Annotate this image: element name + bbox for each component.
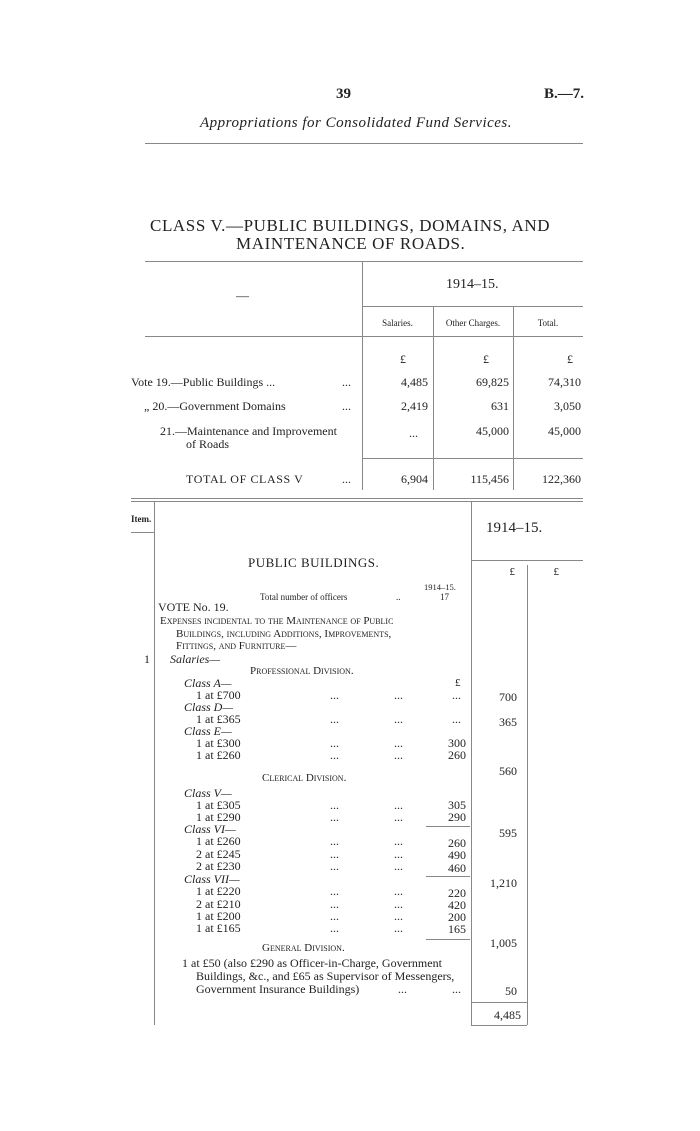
amount: 220 [448, 886, 466, 900]
currency-other: £ [483, 352, 489, 366]
header-rule [145, 143, 583, 144]
general-line-cont: Buildings, &c., and £65 as Supervisor of Messengers, [196, 969, 455, 983]
class-label: Class V— [184, 786, 232, 800]
summary-row-other: 69,825 [476, 375, 509, 389]
summary-row-total: 45,000 [548, 424, 581, 438]
dots: ... [394, 810, 403, 824]
dots: ... [394, 798, 403, 812]
dots: ... [398, 982, 407, 996]
subtotal: 1,005 [490, 936, 517, 950]
dots: ... [452, 982, 461, 996]
dots: ... [452, 712, 461, 726]
amount: 290 [448, 810, 466, 824]
dots: ... [330, 859, 339, 873]
dots: ... [330, 688, 339, 702]
clerical-division: Clerical Division. [262, 772, 347, 784]
general-line-cont: Government Insurance Buildings) [196, 982, 360, 996]
dots: ... [394, 712, 403, 726]
total-row-total: 122,360 [542, 472, 581, 486]
pound-sign: £ [455, 677, 461, 689]
general-division: General Division. [262, 942, 345, 954]
item-number: 1 [144, 652, 150, 666]
dots: ... [394, 688, 403, 702]
vote-number: VOTE No. 19. [158, 600, 229, 614]
summary-row-salaries: 2,419 [401, 399, 428, 413]
class-label: Class VII— [184, 872, 240, 886]
summary-row-total: 74,310 [548, 375, 581, 389]
dots: ... [330, 736, 339, 750]
salary-line: 1 at £165 [196, 921, 241, 935]
subtotal: 560 [499, 764, 517, 778]
dots: ... [394, 748, 403, 762]
dots: ... [394, 859, 403, 873]
class-label: Class A— [184, 676, 232, 690]
col-other-header: Other Charges. [445, 318, 501, 328]
currency-total: £ [567, 352, 573, 366]
summary-row-other: 45,000 [476, 424, 509, 438]
total-row-label: TOTAL OF CLASS V [186, 472, 304, 486]
salary-line: 1 at £300 [196, 736, 241, 750]
dots: ... [394, 921, 403, 935]
salary-line: 2 at £210 [196, 897, 241, 911]
summary-row-dots: ... [342, 375, 351, 389]
dots: ... [394, 736, 403, 750]
dots: ... [394, 884, 403, 898]
dots: ... [330, 810, 339, 824]
amount: 300 [448, 736, 466, 750]
detail-currency-1: £ [509, 566, 515, 578]
amount: 200 [448, 910, 466, 924]
officers-year: 1914–15. [424, 582, 456, 592]
col-salaries-header: Salaries. [382, 318, 413, 328]
dots: ... [452, 688, 461, 702]
officers-count: 17 [440, 592, 449, 602]
item-header: Item. [131, 514, 152, 524]
amount: 700 [499, 690, 517, 704]
salary-line: 1 at £290 [196, 810, 241, 824]
salary-line: 1 at £305 [196, 798, 241, 812]
summary-row-dots: ... [342, 399, 351, 413]
dots: ... [394, 834, 403, 848]
salary-line: 1 at £220 [196, 884, 241, 898]
section-title: PUBLIC BUILDINGS. [248, 555, 380, 570]
total-row-other: 115,456 [470, 472, 509, 486]
salary-line: 1 at £200 [196, 909, 241, 923]
summary-row-label: 21.—Maintenance and Improvement [160, 424, 337, 438]
dots: ... [330, 884, 339, 898]
dots: ... [330, 712, 339, 726]
class-label: Class D— [184, 700, 234, 714]
summary-year: 1914–15. [446, 277, 499, 292]
class-title-line1: CLASS V.—PUBLIC BUILDINGS, DOMAINS, AND [150, 216, 551, 235]
page-number: 39 [336, 86, 351, 102]
dots: ... [330, 909, 339, 923]
currency-salaries: £ [400, 352, 406, 366]
detail-currency-2: £ [553, 566, 559, 578]
summary-row-total: 3,050 [554, 399, 581, 413]
professional-division: Professional Division. [250, 665, 354, 677]
amount: 420 [448, 898, 466, 912]
vote-description-cont: Buildings, including Additions, Improvements, [176, 628, 392, 640]
subtotal: 50 [505, 984, 517, 998]
summary-row-label-cont: of Roads [186, 437, 229, 451]
salary-line: 1 at £365 [196, 712, 241, 726]
subtotal: 1,210 [490, 876, 517, 890]
col-total-header: Total. [537, 318, 559, 328]
salary-line: 2 at £245 [196, 847, 241, 861]
dots: ... [330, 798, 339, 812]
detail-year: 1914–15. [486, 520, 543, 536]
dots: ... [330, 748, 339, 762]
dots: ... [330, 897, 339, 911]
summary-row-other: 631 [491, 399, 509, 413]
dots: ... [394, 847, 403, 861]
salary-line: 2 at £230 [196, 859, 241, 873]
amount: 305 [448, 798, 466, 812]
class-label: Class E— [184, 724, 232, 738]
officers-label: Total number of officers [260, 592, 348, 602]
general-line: 1 at £50 (also £290 as Officer-in-Charge, Government [182, 956, 442, 970]
summary-row-label: Vote 19.—Public Buildings ... [131, 375, 276, 389]
salary-line: 1 at £260 [196, 834, 241, 848]
dots: ... [394, 909, 403, 923]
dots: ... [330, 847, 339, 861]
summary-left-dash: — [236, 288, 249, 303]
summary-row-label: „ 20.—Government Domains [144, 399, 286, 413]
salary-line: 1 at £260 [196, 748, 241, 762]
salaries-label: Salaries— [170, 652, 221, 666]
page-subtitle: Appropriations for Consolidated Fund Services. [200, 115, 513, 131]
amount: 260 [448, 748, 466, 762]
document-code: B.—7. [544, 86, 585, 102]
grand-total: 4,485 [494, 1008, 521, 1022]
vote-description: Expenses incidental to the Maintenance of Public [160, 615, 394, 627]
amount: 365 [499, 715, 517, 729]
amount: 490 [448, 848, 466, 862]
summary-row-salaries: 4,485 [401, 375, 428, 389]
subtotal: 595 [499, 826, 517, 840]
total-row-salaries: 6,904 [401, 472, 428, 486]
summary-row-salaries: ... [409, 426, 418, 440]
dots: ... [330, 834, 339, 848]
dots: ... [394, 897, 403, 911]
officers-dots: .. [396, 592, 401, 602]
class-label: Class VI— [184, 822, 236, 836]
salary-line: 1 at £700 [196, 688, 241, 702]
vote-description-cont: Fittings, and Furniture— [176, 640, 297, 652]
amount: 260 [448, 836, 466, 850]
class-title-line2: MAINTENANCE OF ROADS. [236, 234, 466, 253]
dots: ... [330, 921, 339, 935]
total-row-dots: ... [342, 472, 351, 486]
amount: 460 [448, 861, 466, 875]
amount: 165 [448, 922, 466, 936]
